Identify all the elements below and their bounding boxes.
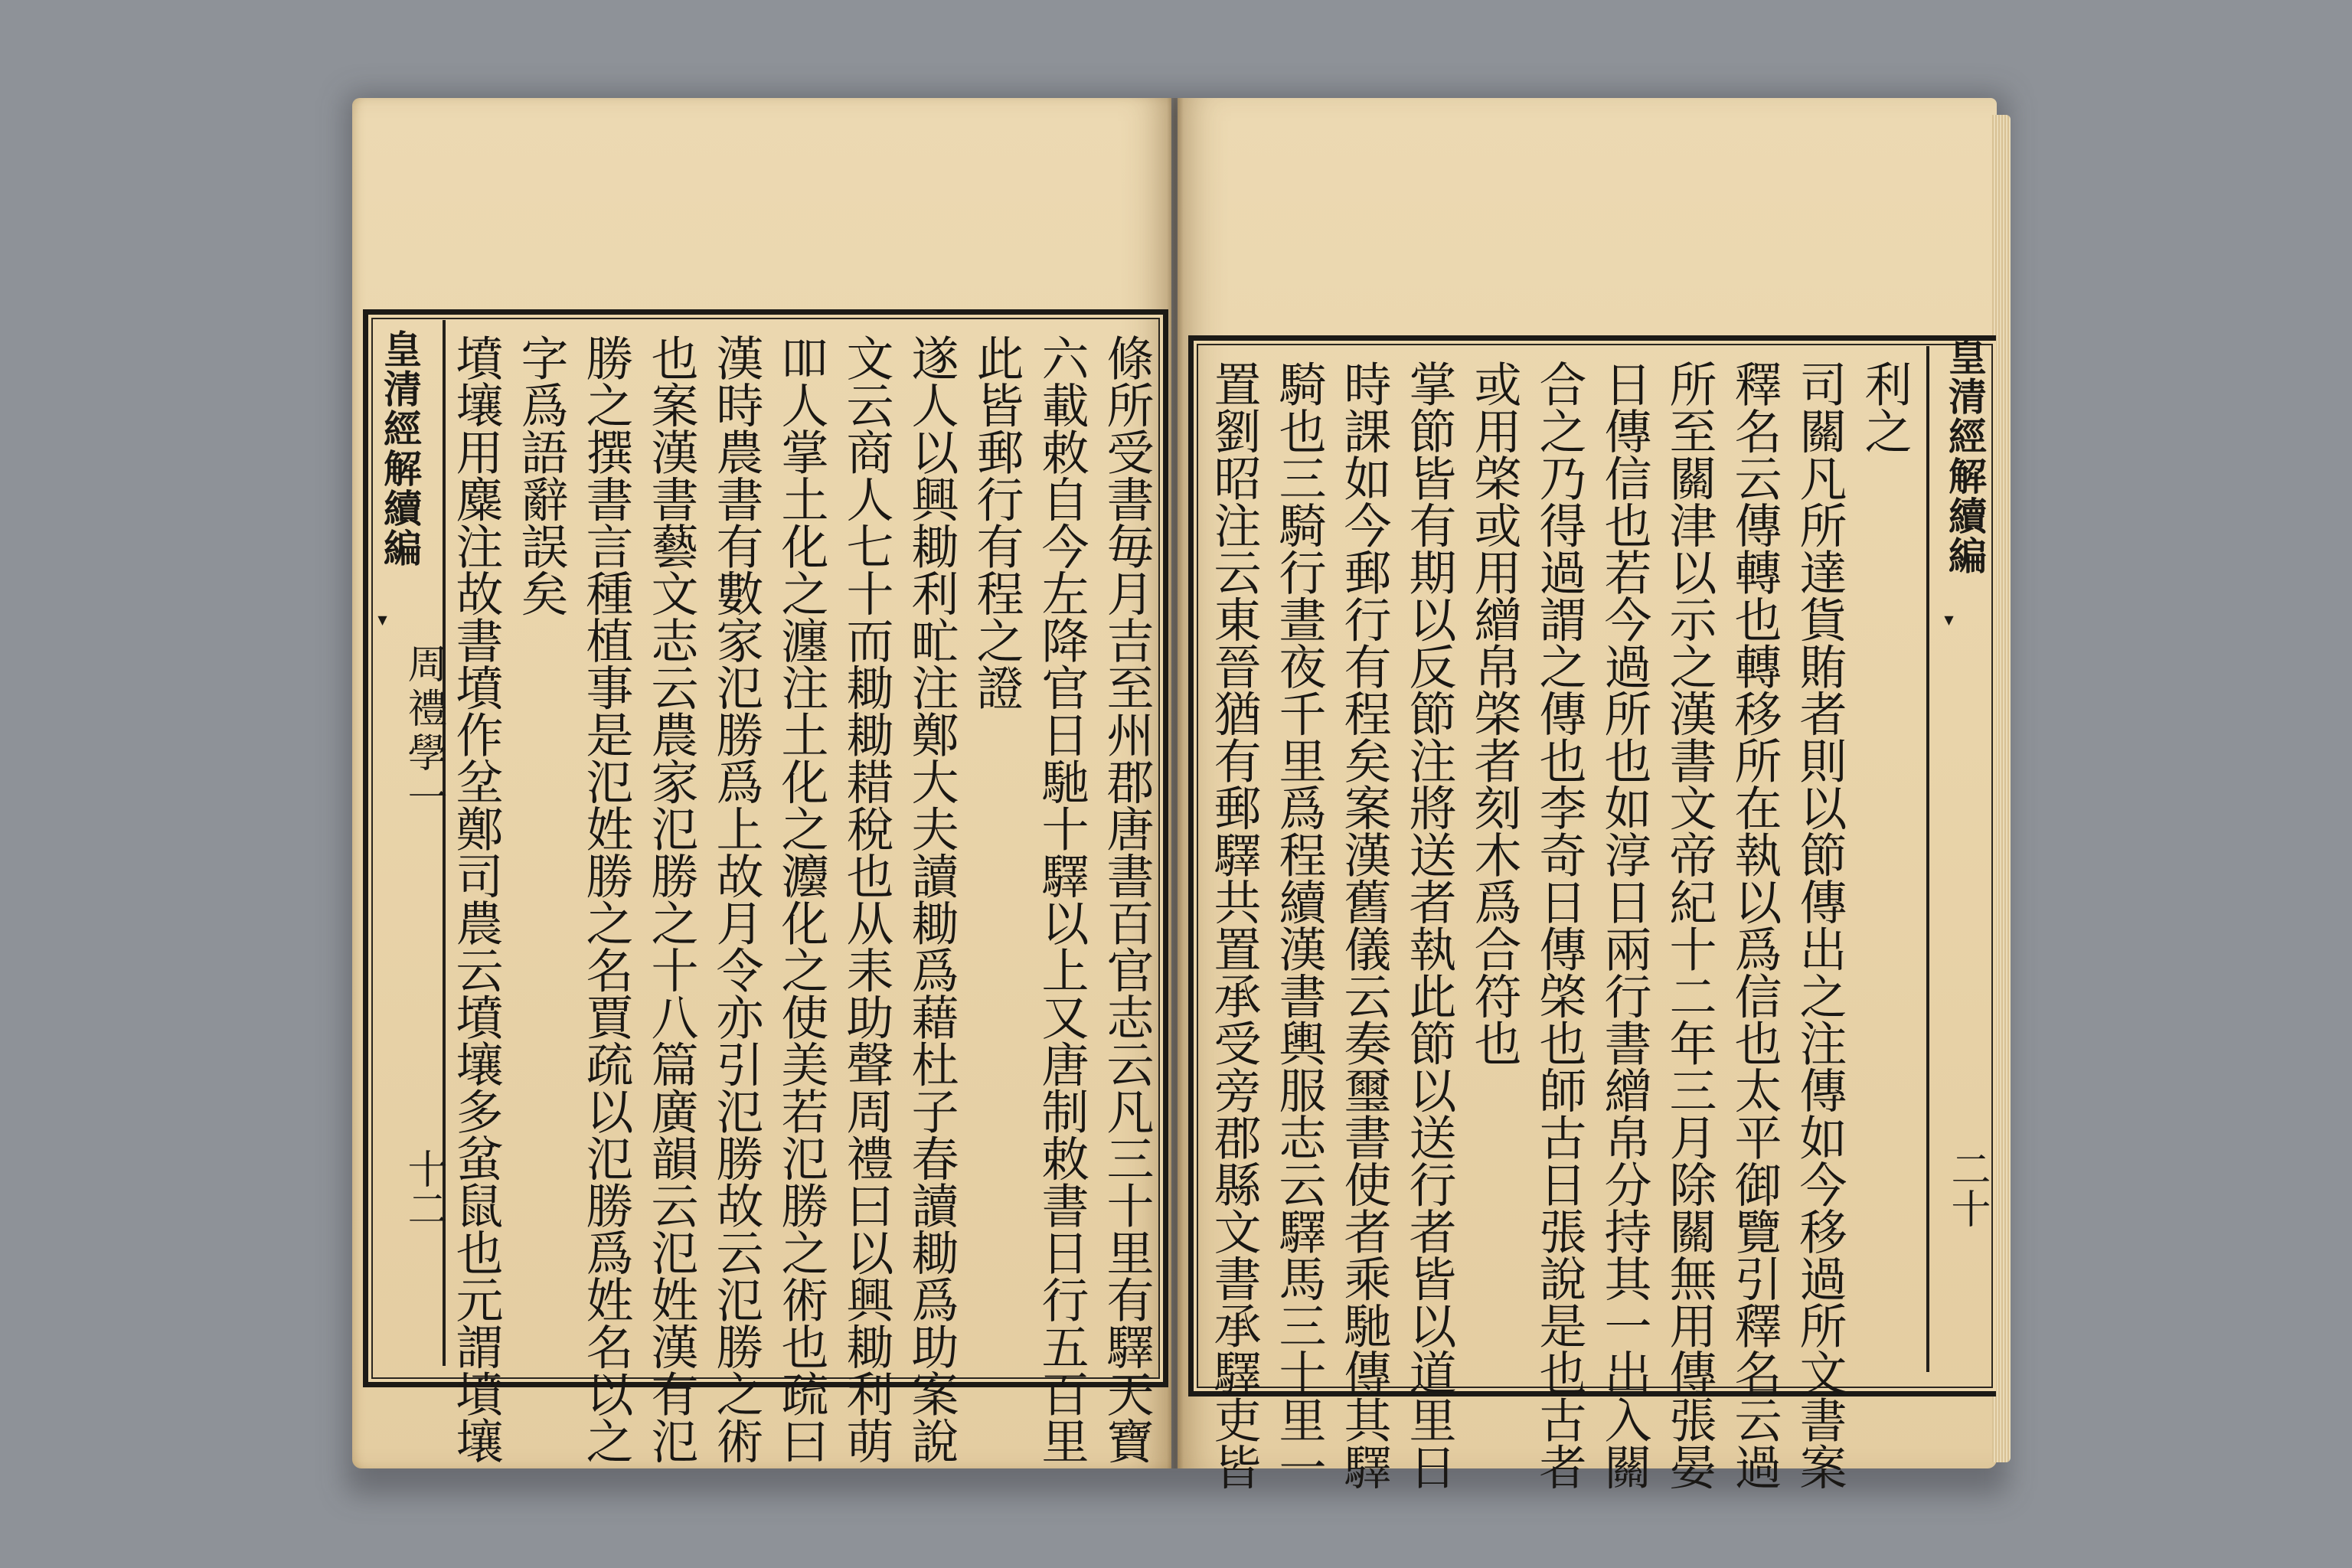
left-banxin-title: 皇清經解續編 <box>377 329 423 568</box>
fishtail-mark: ▼ <box>375 612 390 627</box>
right-text-column: 所至關津以示之漢書文帝紀十二年三月除關無用傳張晏 <box>1661 360 1717 1490</box>
right-banxin-title: 皇清經解續編 <box>1942 337 1988 576</box>
left-text-column: 也案漢書藝文志云農家氾勝之十八篇廣韻云氾姓漢有氾 <box>643 334 699 1464</box>
left-text-column: 墳壤用麋注故書墳作坌鄭司農云墳壤多蚠鼠也元謂墳壤 <box>448 334 504 1464</box>
left-banxin-page-number: 十二 <box>400 1148 446 1228</box>
right-text-column: 騎也三騎行晝夜千里爲程續漢書輿服志云驛馬三十里一 <box>1271 360 1327 1490</box>
fishtail-mark: ▼ <box>1942 612 1956 627</box>
right-text-column: 時課如今郵行有程矣案漢舊儀云奏璽書使者乘馳傳其驛 <box>1336 360 1392 1490</box>
right-text-column: 利之 <box>1857 360 1913 454</box>
left-text-column: 六載敕自今左降官日馳十驛以上又唐制敕書日行五百里 <box>1034 334 1089 1464</box>
right-text-column: 置劉昭注云東晉猶有郵驛共置承受旁郡縣文書承驛吏皆 <box>1206 360 1262 1490</box>
right-text-column: 合之乃得過謂之傳也李奇日傳棨也師古日張說是也古者 <box>1531 360 1587 1490</box>
right-text-column: 司關凡所達貨賄者則以節傳出之注傳如今移過所文書案 <box>1792 360 1847 1490</box>
left-text-column: 此皆郵行有程之證 <box>969 334 1024 710</box>
banxin-border <box>1926 346 1929 1372</box>
left-text-column: 遂人以興耡利甿注鄭大夫讀耡爲藉杜子春讀耡爲助案說 <box>903 334 959 1464</box>
left-banxin-section: 周禮學一 <box>400 643 446 821</box>
book-gutter <box>1167 98 1184 1468</box>
left-text-column: 漢時農書有數家氾勝爲上故月令亦引氾勝故云氾勝之術 <box>708 334 764 1464</box>
left-text-column: 條所受書毎月吉至州郡唐書百官志云凡三十里有驛天寶 <box>1099 334 1155 1464</box>
left-text-column: 文云商人七十而耡耡耤稅也从耒助聲周禮曰以興耡利萌 <box>838 334 894 1464</box>
left-text-column: 字爲語辭誤矣 <box>513 334 569 616</box>
right-text-column: 釋名云傳轉也轉移所在執以爲信也太平御覽引釋名云過 <box>1726 360 1782 1490</box>
right-text-column: 日傳信也若今過所也如淳日兩行書繒帛分持其一出入關 <box>1596 360 1652 1490</box>
right-banxin-page-number: 二十 <box>1944 1148 1990 1228</box>
left-text-column: 吅人掌土化之瀍注土化之灋化之使美若氾勝之術也疏曰 <box>773 334 829 1464</box>
right-text-column: 或用棨或用繒帛棨者刻木爲合符也 <box>1466 360 1522 1067</box>
right-text-column: 掌節皆有期以反節注將送者執此節以送行者皆以道里日 <box>1401 360 1457 1490</box>
left-text-column: 勝之撰書言種植事是氾姓勝之名賈疏以氾勝爲姓名以之 <box>578 334 634 1464</box>
